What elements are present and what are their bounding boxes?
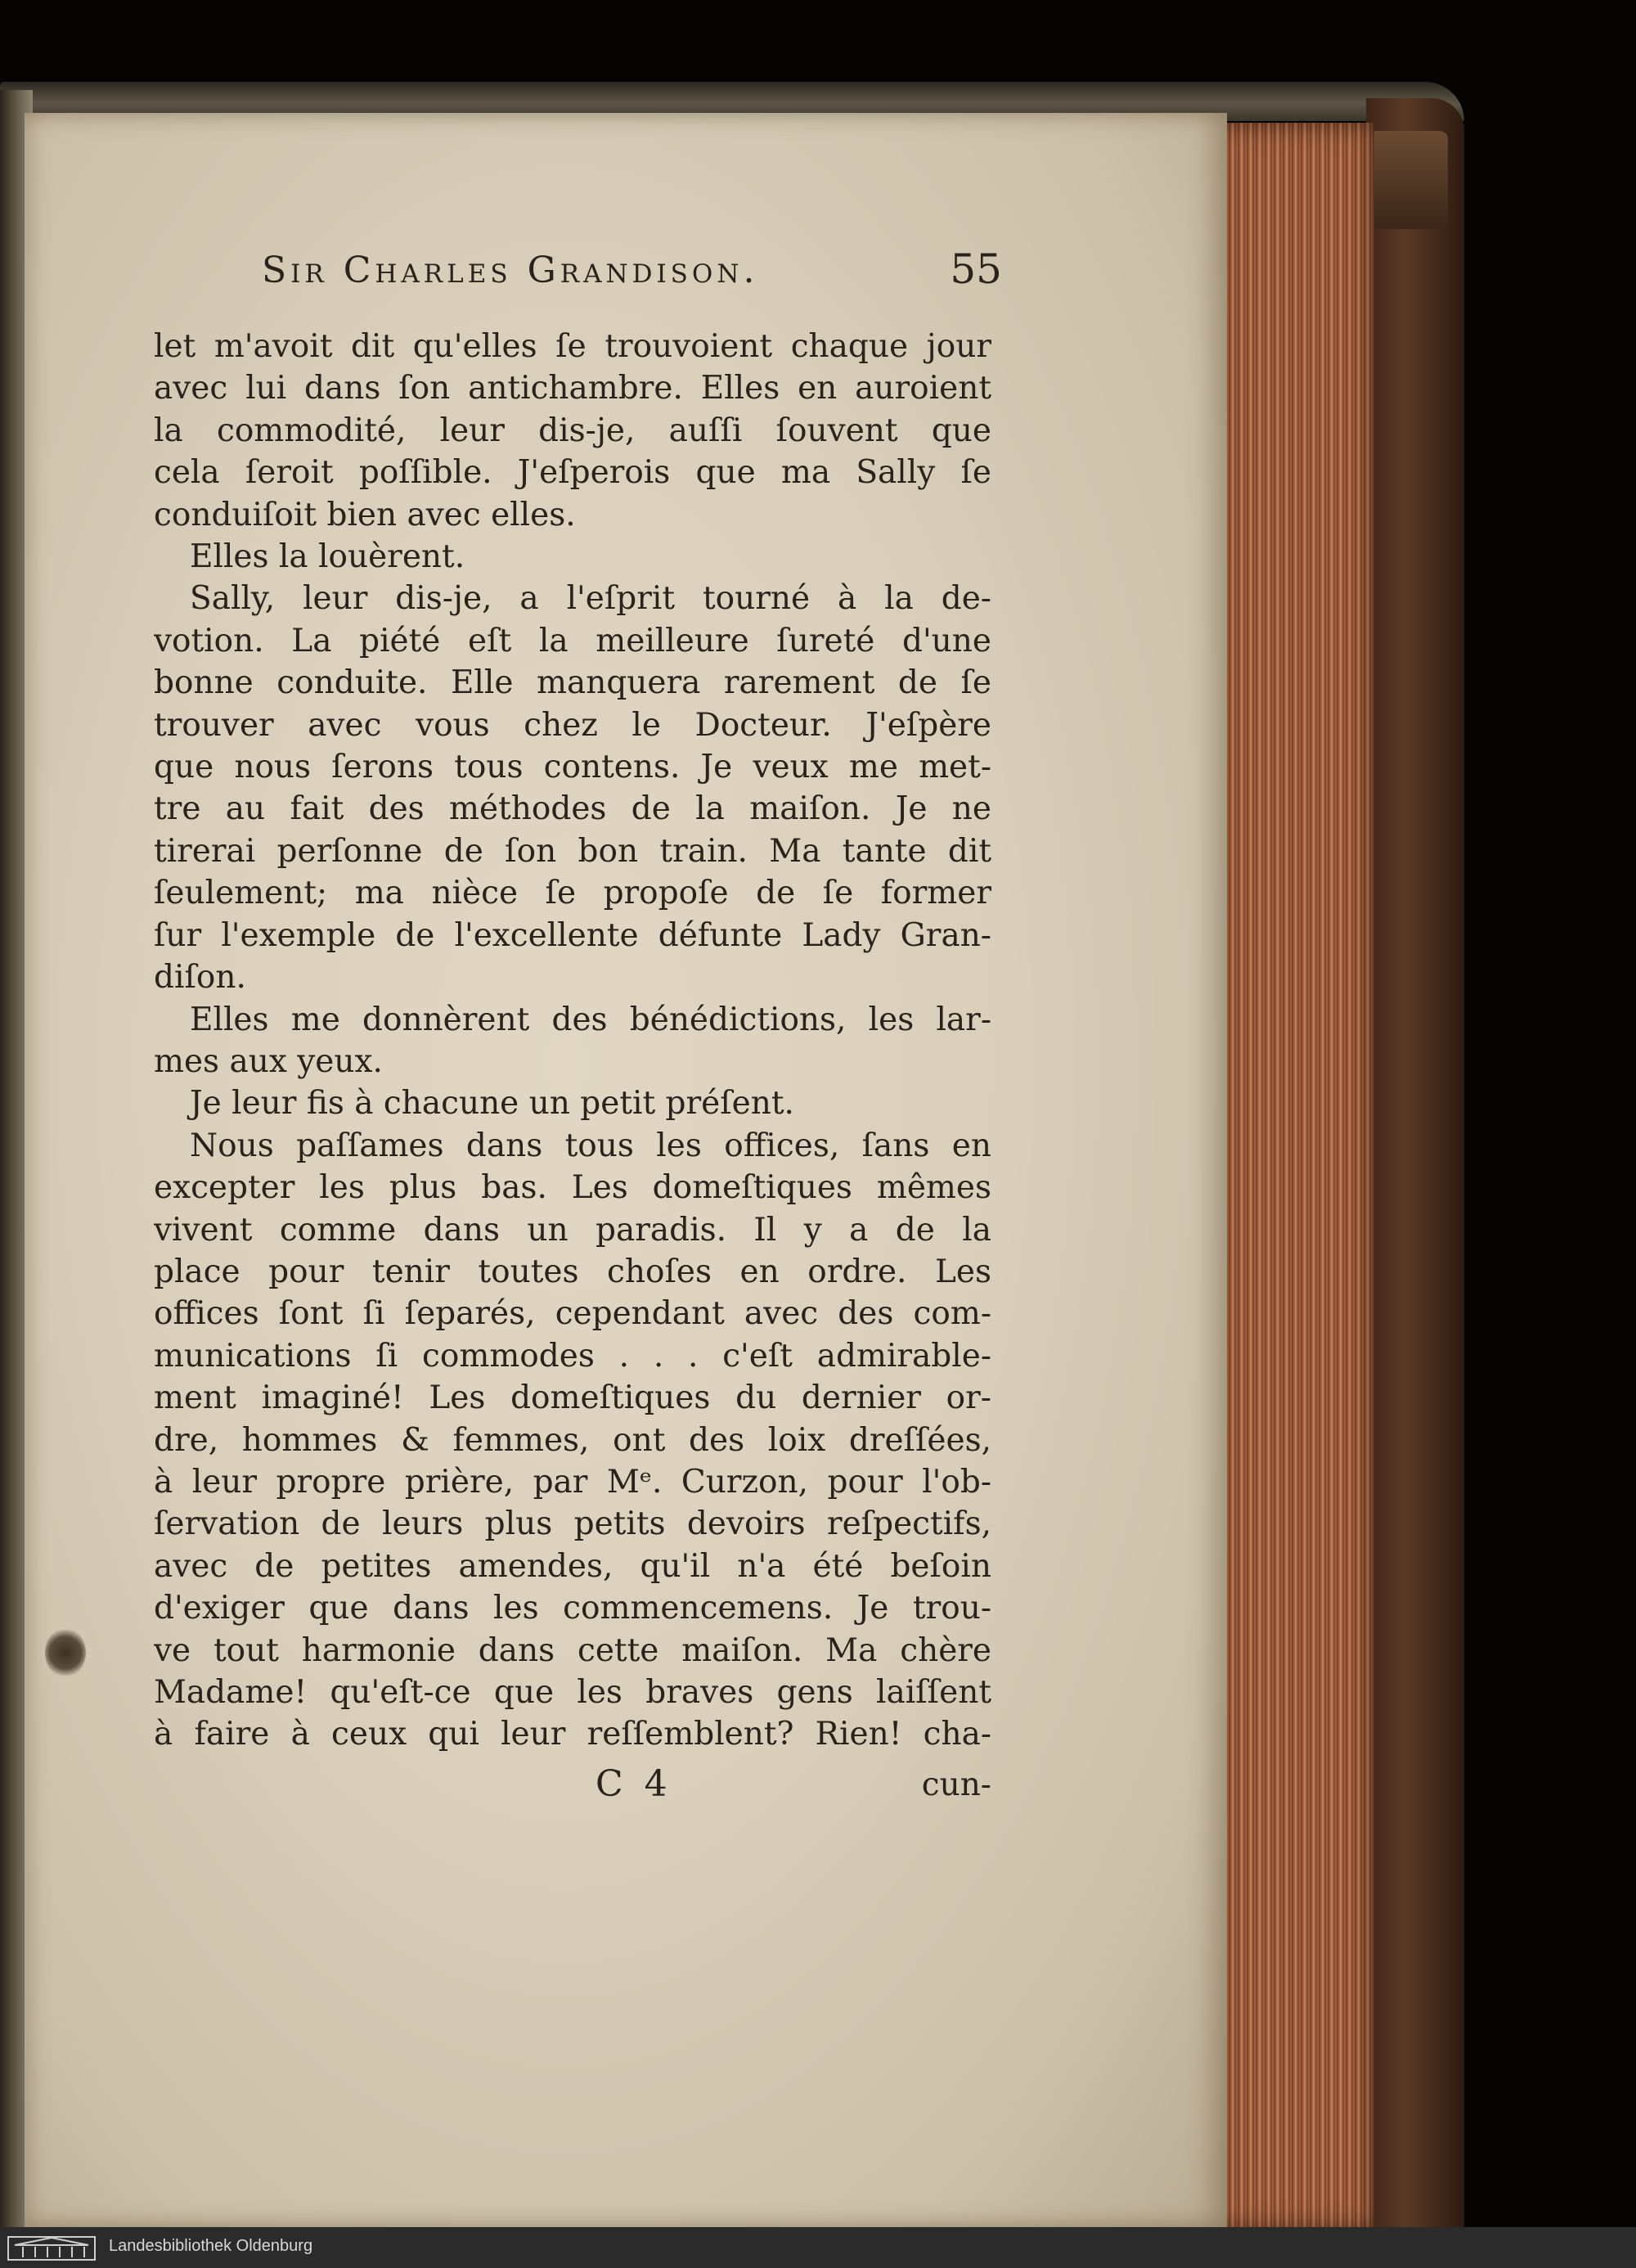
text-line: conduiſoit bien avec elles. xyxy=(154,496,576,533)
running-head: Sir Charles Grandison. xyxy=(262,250,759,291)
text-line: que nous ſerons tous contens. Je veux me met- xyxy=(154,749,991,786)
text-line: avec lui dans ſon antichambre. Elles en auroient xyxy=(154,370,991,407)
text-line: tre au fait des méthodes de la maiſon. Je ne xyxy=(154,790,991,828)
text-line: Sally, leur dis-je, a l'eſprit tourné à la de- xyxy=(190,580,991,618)
catchword: cun- xyxy=(921,1766,991,1803)
text-line: bonne conduite. Elle manquera rarement de ſe xyxy=(154,664,991,702)
text-line: excepter les plus bas. Les domeſtiques mêmes xyxy=(154,1169,991,1207)
text-line: place pour tenir toutes choſes en ordre. Les xyxy=(154,1253,991,1290)
text-line: Elles la louèrent. xyxy=(190,538,465,576)
text-line: ve tout harmonie dans cette maiſon. Ma chère xyxy=(154,1631,991,1669)
book-cover-right xyxy=(1366,98,1464,2227)
text-line: offices ſont ſi ſeparés, cependant avec des com- xyxy=(154,1295,991,1333)
text-line: tirerai perſonne de ſon bon train. Ma tante dit xyxy=(154,832,991,870)
library-name: Landesbibliothek Oldenburg xyxy=(109,2237,313,2255)
page-number: 55 xyxy=(950,245,1002,293)
text-line: Elles me donnèrent des bénédictions, les lar- xyxy=(190,1001,991,1038)
text-line: Nous paſſames dans tous les offices, ſans en xyxy=(190,1127,991,1164)
text-line: avec de petites amendes, qu'il n'a été beſoin xyxy=(154,1547,991,1585)
text-line: mes aux yeux. xyxy=(154,1042,383,1080)
text-line: let m'avoit dit qu'elles ſe trouvoient chaque jour xyxy=(154,328,991,365)
text-line: Je leur fis à chacune un petit préſent. xyxy=(190,1085,794,1123)
text-line: ſur l'exemple de l'excellente défunte Lady Gran- xyxy=(154,916,991,954)
text-line: ſervation de leurs plus petits devoirs reſpectifs, xyxy=(154,1505,991,1543)
text-line: d'exiger que dans les commencemens. Je trou- xyxy=(154,1590,991,1627)
text-line: cela ſeroit poſſible. J'eſperois que ma Sally ſe xyxy=(154,454,991,492)
page-fore-edge xyxy=(1211,123,1374,2227)
library-building-logo-icon xyxy=(7,2234,97,2261)
ink-stain xyxy=(45,1628,86,1677)
text-line: à leur propre prière, par Mᵉ. Curzon, pour l'ob- xyxy=(154,1463,991,1501)
body-text xyxy=(154,326,991,1756)
text-line: à faire à ceux qui leur reſſemblent? Rien! cha- xyxy=(154,1716,991,1753)
text-line: dre, hommes & femmes, ont des loix dreſſées, xyxy=(154,1421,991,1459)
text-line: vivent comme dans un paradis. Il y a de la xyxy=(154,1211,991,1249)
page-footer xyxy=(154,1763,991,1812)
text-line: ment imaginé! Les domeſtiques du dernier or- xyxy=(154,1379,991,1417)
text-line: votion. La piété eſt la meilleure ſureté d'une xyxy=(154,622,991,659)
library-footer-bar xyxy=(0,2227,1636,2268)
text-line: trouver avec vous chez le Docteur. J'eſpère xyxy=(154,706,991,744)
signature-mark: C 4 xyxy=(596,1763,672,1805)
text-line: la commodité, leur dis-je, auſſi ſouvent que xyxy=(154,412,991,449)
text-line: diſon. xyxy=(154,959,246,997)
text-line: munications ſi commodes . . . c'eſt admirable- xyxy=(154,1337,991,1375)
text-line: Madame! qu'eſt-ce que les braves gens laiſſent xyxy=(154,1674,991,1711)
text-line: ſeulement; ma nièce ſe propoſe de ſe former xyxy=(154,875,991,912)
